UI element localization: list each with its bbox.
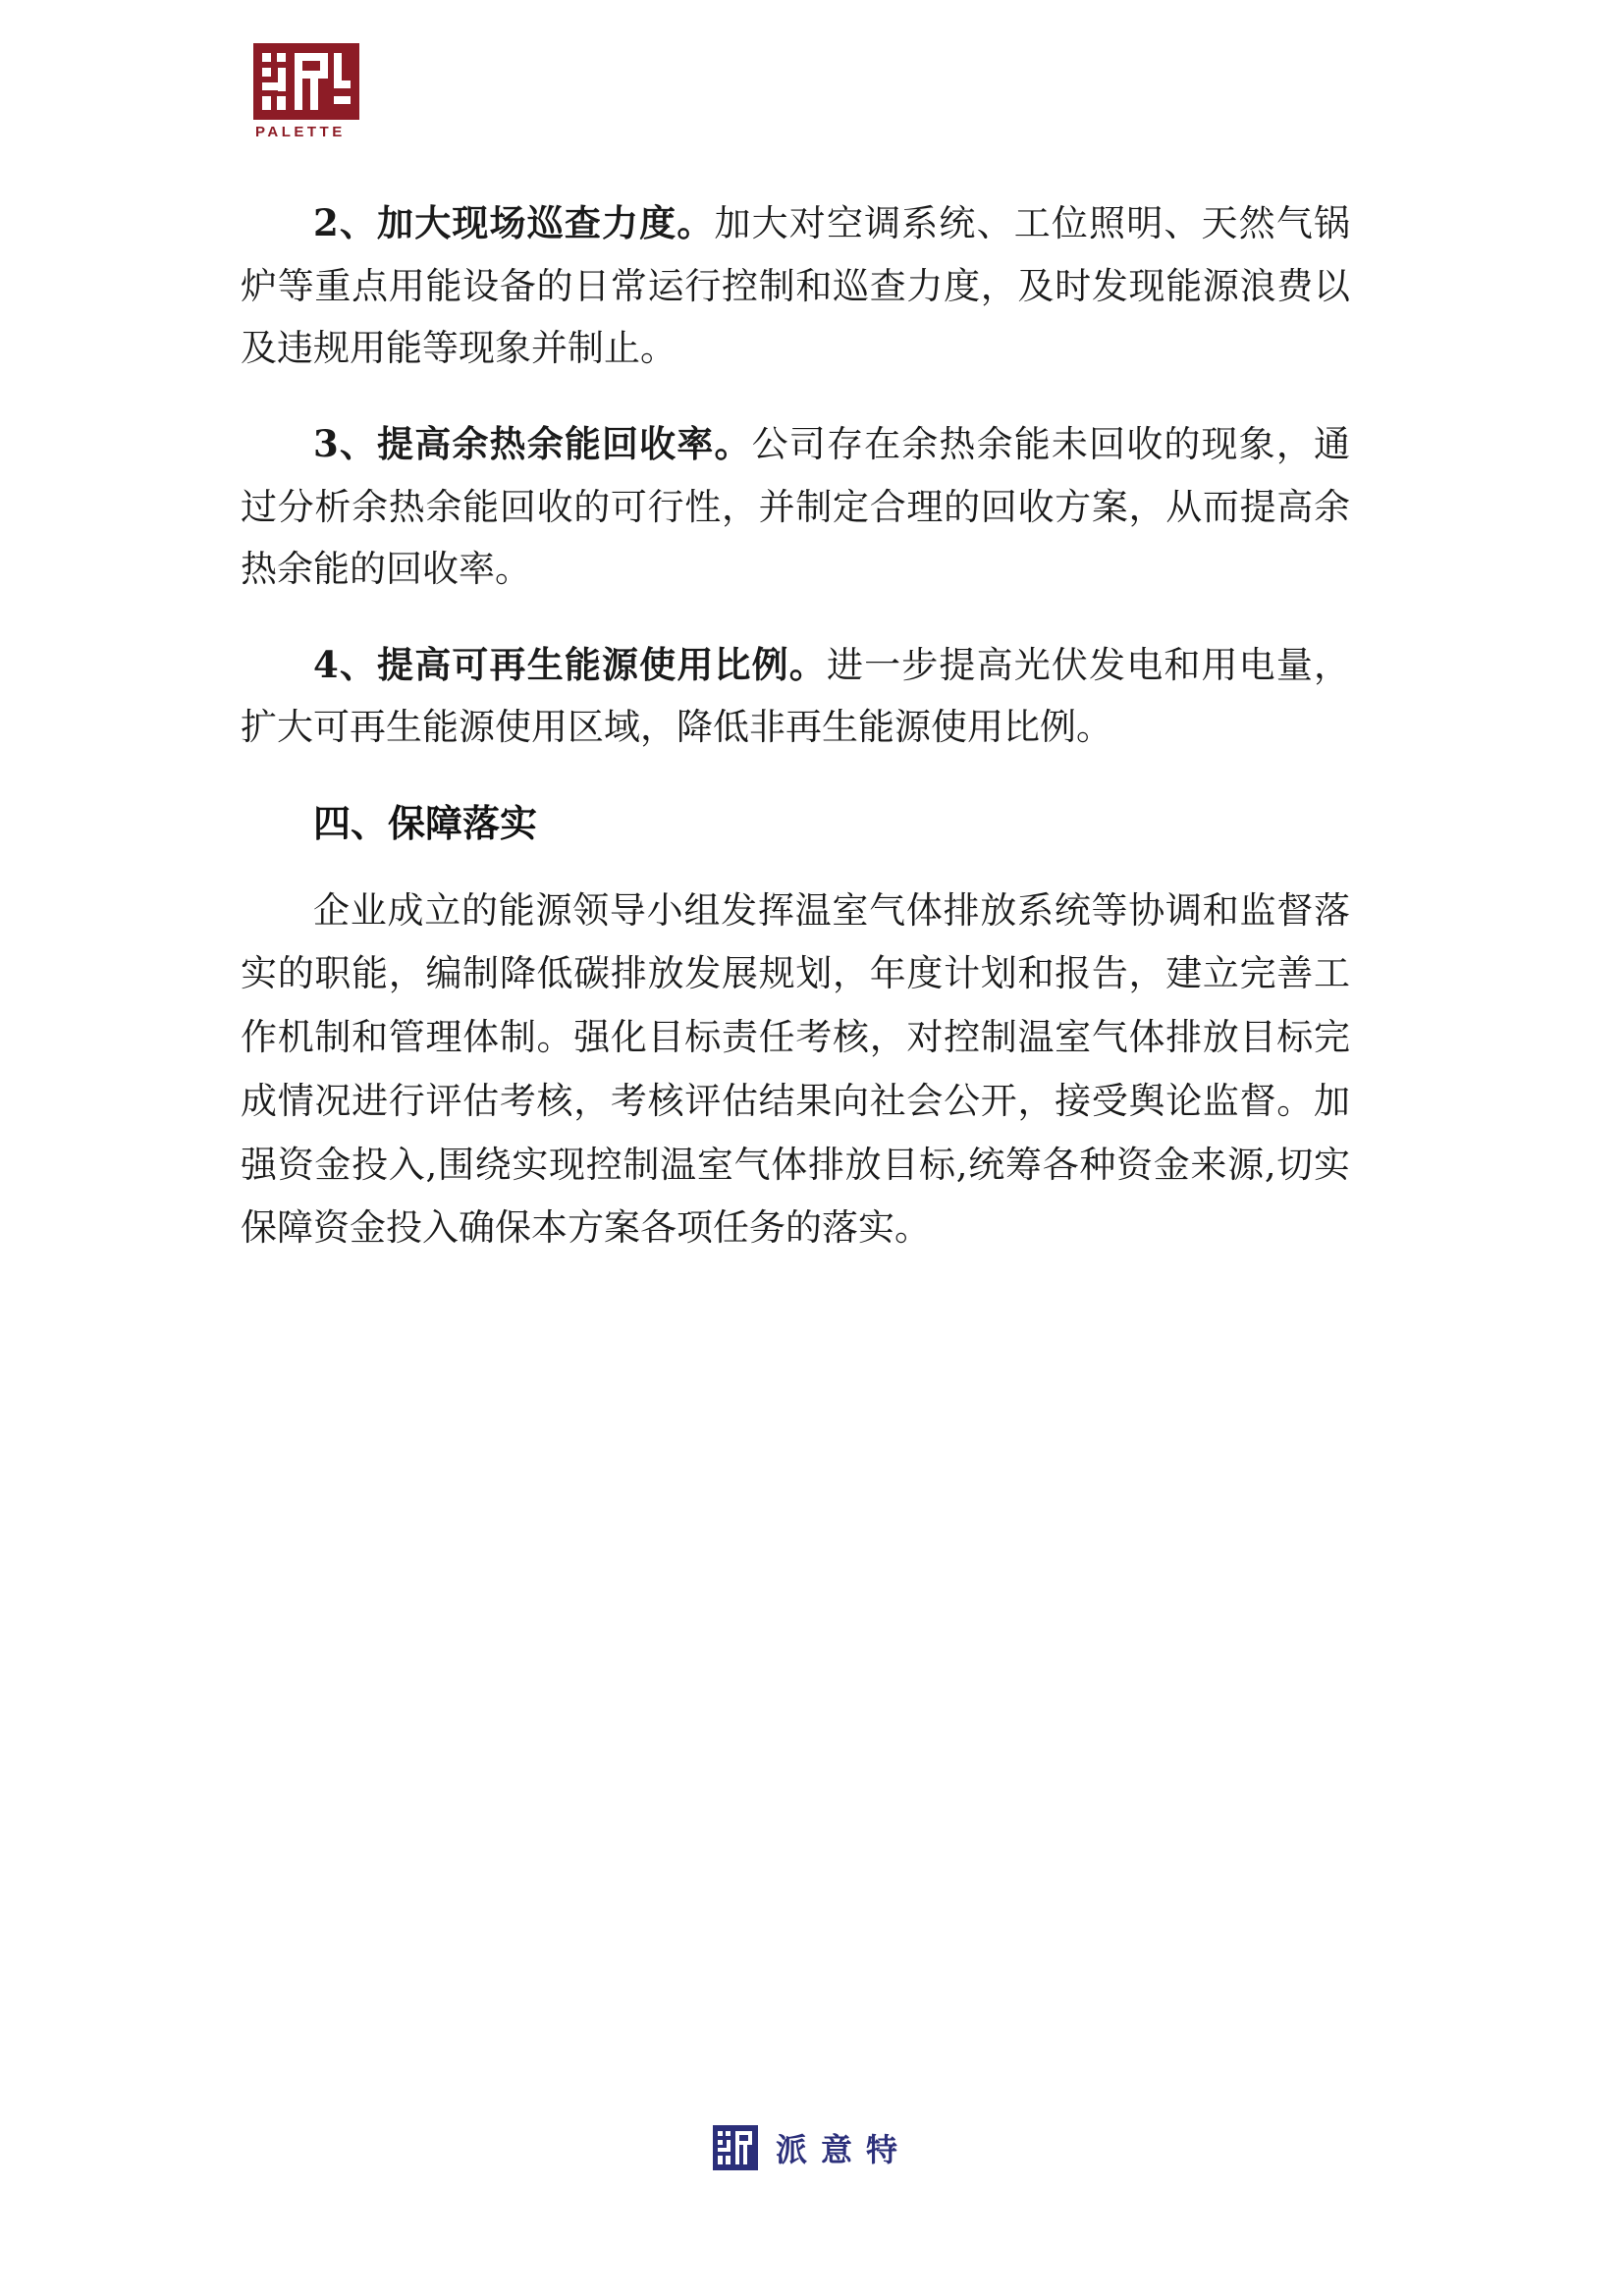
page-footer <box>0 2125 1624 2170</box>
paragraph-lead: 4、提高可再生能源使用比例。 <box>313 642 827 686</box>
logo-wordmark: PALETTE <box>255 124 346 140</box>
section-body-paragraph: 企业成立的能源领导小组发挥温室气体排放系统等协调和监督落实的职能，编制降低碳排放发展规划，年度计划和报告，建立完善工作机制和管理体制。强化目标责任考核，对控制温室气体排放目标完成情况进行评估考核，考核评估结果向社会公开，接受舆论监督。加强资金投入,围绕实现控制温室气体排放目标,统筹各种资金来源,切实保障资金投入确保本方案各项任务的落实。 <box>241 888 1350 1250</box>
document-body <box>241 192 1350 1270</box>
brand-logo <box>253 43 401 151</box>
paragraph-text: 进一步提高光伏发电和用电量，扩大可再生能源使用区域，降低非再生能源使用比例。 <box>241 643 1350 749</box>
footer-brand-name: 派意特 <box>775 2131 911 2168</box>
paragraph-lead: 3、提高余热余能回收率。 <box>313 421 752 465</box>
paragraph-item-3 <box>241 413 1350 601</box>
paragraph-item-4 <box>241 634 1350 759</box>
paragraph-text: 加大对空调系统、工位照明、天然气锅炉等重点用能设备的日常运行控制和巡查力度，及时发现能源浪费以及违规用能等现象并制止。 <box>241 202 1351 370</box>
palette-seal-footer-icon <box>713 2125 758 2170</box>
paragraph-text: 公司存在余热余能未回收的现象，通过分析余热余能回收的可行性，并制定合理的回收方案，从而提高余热余能的回收率。 <box>241 422 1351 591</box>
section-heading: 四、保障落实 <box>313 801 538 845</box>
paragraph-item-2 <box>241 192 1350 380</box>
palette-seal-logo-icon <box>253 43 359 120</box>
paragraph-lead: 2、加大现场巡查力度。 <box>313 201 715 244</box>
